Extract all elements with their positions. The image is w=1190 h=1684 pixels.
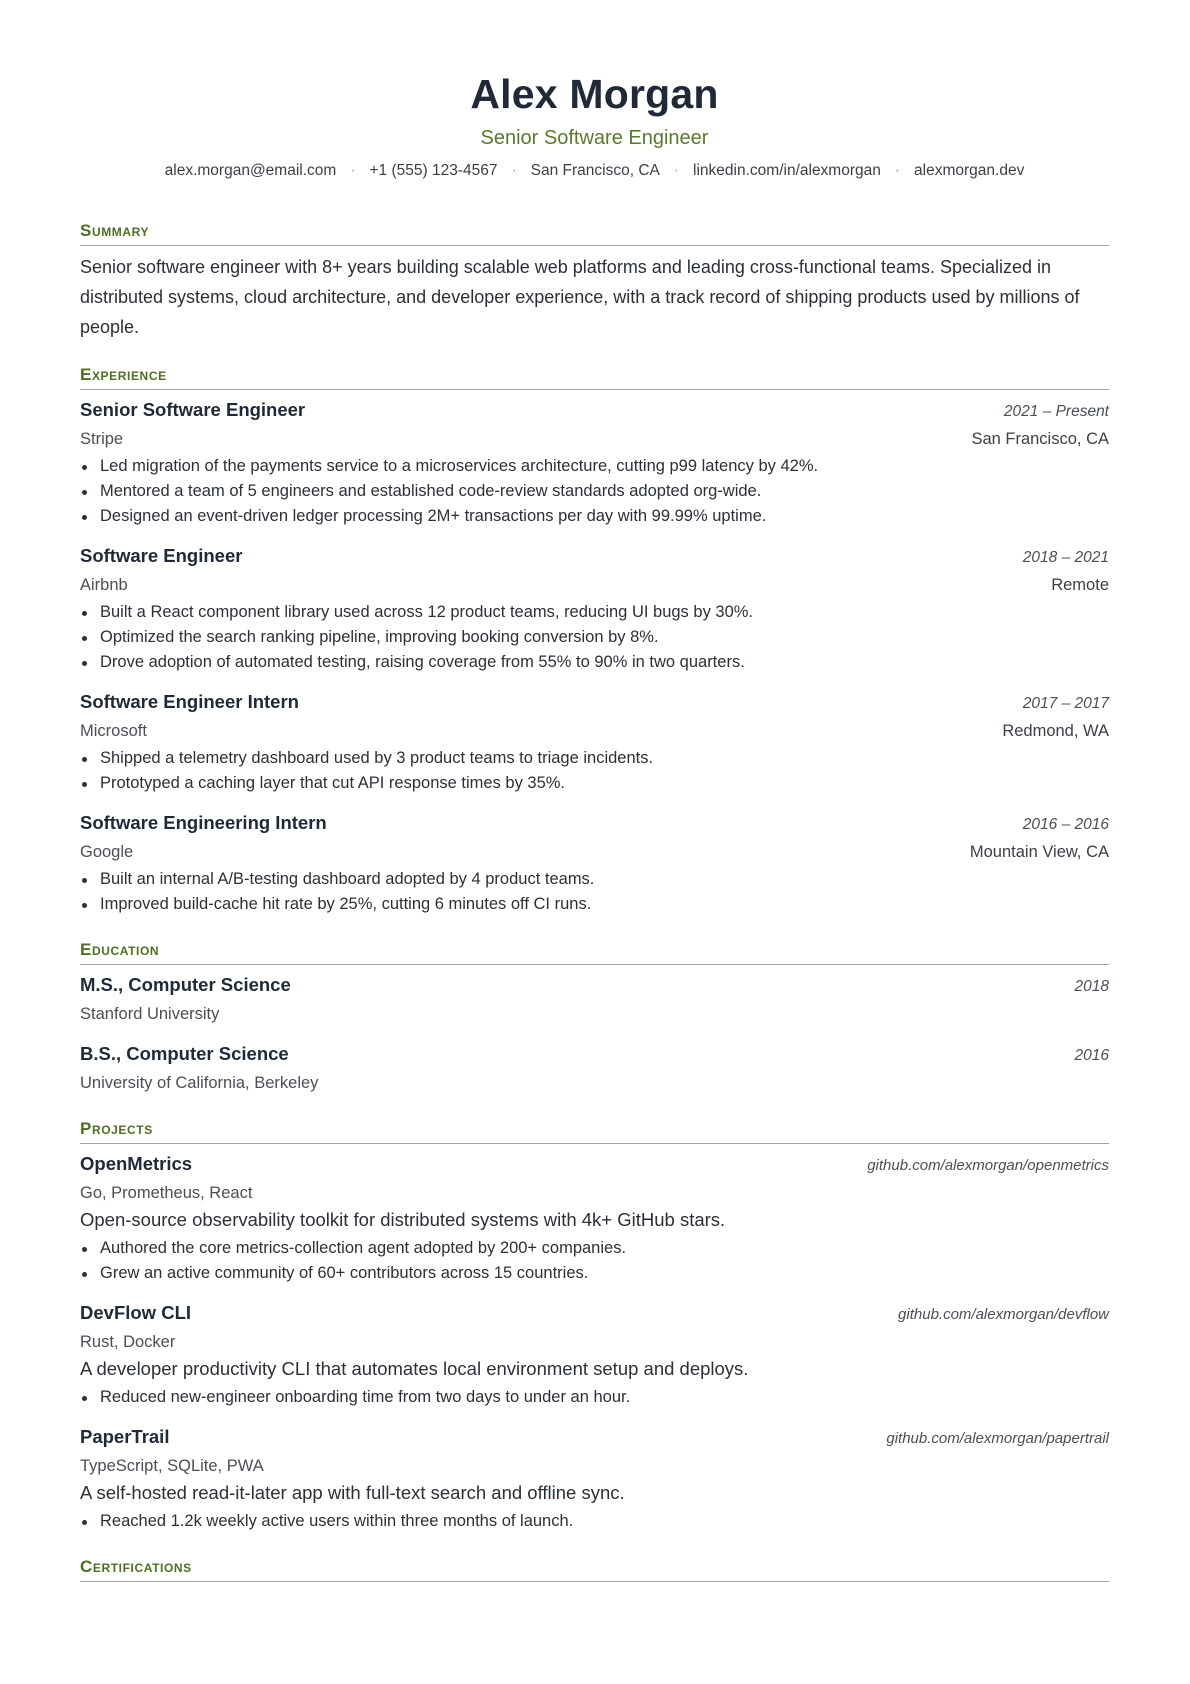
bullet-item: Built a React component library used across 12 product teams, reducing UI bugs by 30%. <box>80 600 1109 625</box>
education-entry <box>80 1040 1109 1096</box>
job-dates: 2016 – 2016 <box>1022 816 1109 833</box>
project-tech: TypeScript, SQLite, PWA <box>80 1457 264 1475</box>
section-title: Certifications <box>80 1556 1109 1582</box>
experience-entry <box>80 542 1109 675</box>
bullet-item: Prototyped a caching layer that cut API response times by 35%. <box>80 771 1109 796</box>
job-title: Software Engineer <box>80 545 243 566</box>
graduation-year: 2018 <box>1074 978 1109 995</box>
project-bullets <box>80 1385 1109 1410</box>
section-title: Projects <box>80 1118 1109 1144</box>
school-name: University of California, Berkeley <box>80 1074 319 1092</box>
company-name: Google <box>80 843 134 861</box>
project-bullets <box>80 1509 1109 1534</box>
job-title: Senior Software Engineer <box>80 399 306 420</box>
project-link[interactable]: github.com/alexmorgan/openmetrics <box>867 1157 1109 1174</box>
project-name: PaperTrail <box>80 1426 170 1447</box>
bullet-item: Drove adoption of automated testing, raising coverage from 55% to 90% in two quarters. <box>80 650 1109 675</box>
project-description: A self-hosted read-it-later app with full-text search and offline sync. <box>80 1482 625 1503</box>
company-name: Stripe <box>80 430 124 448</box>
company-name: Microsoft <box>80 722 147 740</box>
job-dates: 2018 – 2021 <box>1022 549 1109 566</box>
experience-entry <box>80 396 1109 529</box>
project-description: Open-source observability toolkit for distributed systems with 4k+ GitHub stars. <box>80 1209 726 1230</box>
experience-section <box>80 364 1109 917</box>
project-entry <box>80 1423 1109 1534</box>
contact-separator: · <box>511 162 517 179</box>
degree-name: B.S., Computer Science <box>80 1043 289 1064</box>
contact-separator: · <box>673 162 680 179</box>
job-location: Remote <box>1051 576 1109 594</box>
job-title: Software Engineer Intern <box>80 691 299 712</box>
bullet-item: Optimized the search ranking pipeline, improving booking conversion by 8%. <box>80 625 1109 650</box>
bullet-item: Designed an event-driven ledger processing 2M+ transactions per day with 99.99% uptime. <box>80 504 1109 529</box>
contact-location: San Francisco, CA <box>530 162 660 179</box>
project-link[interactable]: github.com/alexmorgan/papertrail <box>886 1430 1109 1447</box>
bullet-item: Reached 1.2k weekly active users within three months of launch. <box>80 1509 1109 1534</box>
certifications-section <box>80 1556 1109 1582</box>
job-bullets <box>80 746 1109 796</box>
job-dates: 2021 – Present <box>1003 403 1109 420</box>
contact-phone[interactable]: +1 (555) 123-4567 <box>369 162 498 179</box>
project-tech: Rust, Docker <box>80 1333 176 1351</box>
education-section <box>80 939 1109 1096</box>
section-title: Education <box>80 939 1109 965</box>
project-description: A developer productivity CLI that automates local environment setup and deploys. <box>80 1358 749 1379</box>
summary-text: Senior software engineer with 8+ years building scalable web platforms and leading cross-functional teams. Specialized in distributed systems, cloud architecture, and developer experience, with a track record of shipping products used by millions of people. <box>80 257 1080 337</box>
summary-section <box>80 220 1109 342</box>
bullet-item: Reduced new-engineer onboarding time from two days to under an hour. <box>80 1385 1109 1410</box>
job-title: Software Engineering Intern <box>80 812 327 833</box>
school-name: Stanford University <box>80 1005 220 1023</box>
job-bullets <box>80 600 1109 675</box>
project-entry <box>80 1150 1109 1286</box>
education-entry <box>80 971 1109 1027</box>
bullet-item: Authored the core metrics-collection agent adopted by 200+ companies. <box>80 1236 1109 1261</box>
job-location: Mountain View, CA <box>969 843 1109 861</box>
contact-separator: · <box>350 162 356 179</box>
project-entry <box>80 1299 1109 1410</box>
job-location: San Francisco, CA <box>971 430 1109 448</box>
contact-separator: · <box>894 162 901 179</box>
bullet-item: Improved build-cache hit rate by 25%, cutting 6 minutes off CI runs. <box>80 892 1109 917</box>
projects-section <box>80 1118 1109 1534</box>
project-name: DevFlow CLI <box>80 1302 192 1323</box>
contact-linkedin[interactable]: linkedin.com/in/alexmorgan <box>693 162 881 179</box>
contact-email[interactable]: alex.morgan@email.com <box>164 162 337 179</box>
job-bullets <box>80 867 1109 917</box>
project-bullets <box>80 1236 1109 1286</box>
candidate-headline: Senior Software Engineer <box>480 127 709 149</box>
graduation-year: 2016 <box>1074 1047 1109 1064</box>
resume-header <box>80 0 1109 182</box>
job-bullets <box>80 454 1109 529</box>
contact-website[interactable]: alexmorgan.dev <box>914 162 1025 179</box>
project-link[interactable]: github.com/alexmorgan/devflow <box>898 1306 1109 1323</box>
section-title: Summary <box>80 220 1109 246</box>
project-tech: Go, Prometheus, React <box>80 1184 253 1202</box>
experience-entry <box>80 809 1109 917</box>
bullet-item: Built an internal A/B-testing dashboard adopted by 4 product teams. <box>80 867 1109 892</box>
bullet-item: Led migration of the payments service to a microservices architecture, cutting p99 latency by 42%. <box>80 454 1109 479</box>
contact-line <box>80 160 1109 182</box>
experience-entry <box>80 688 1109 796</box>
degree-name: M.S., Computer Science <box>80 974 291 995</box>
job-location: Redmond, WA <box>1002 722 1109 740</box>
section-title: Experience <box>80 364 1109 390</box>
bullet-item: Grew an active community of 60+ contributors across 15 countries. <box>80 1261 1109 1286</box>
company-name: Airbnb <box>80 576 128 594</box>
candidate-name: Alex Morgan <box>470 71 719 117</box>
job-dates: 2017 – 2017 <box>1022 695 1109 712</box>
project-name: OpenMetrics <box>80 1153 193 1174</box>
bullet-item: Mentored a team of 5 engineers and established code-review standards adopted org-wide. <box>80 479 1109 504</box>
bullet-item: Shipped a telemetry dashboard used by 3 product teams to triage incidents. <box>80 746 1109 771</box>
